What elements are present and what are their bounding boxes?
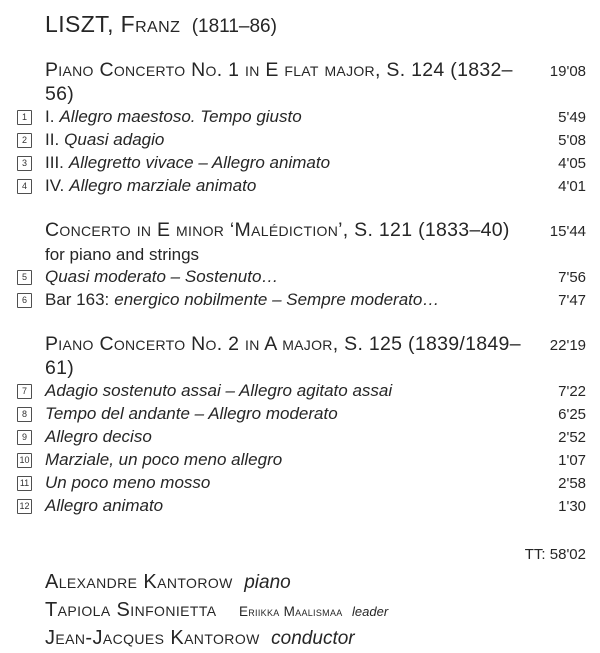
track-duration: 1'30: [558, 498, 586, 515]
track-title-prefix: I.: [45, 107, 55, 126]
track-duration: 7'47: [558, 292, 586, 309]
track-duration: 7'56: [558, 269, 586, 286]
track-number-box: 10: [17, 453, 32, 468]
total-time: TT: 58'02: [524, 546, 586, 563]
credit-row: [45, 569, 586, 597]
leader-role: leader: [352, 604, 389, 619]
track-number-box: 11: [17, 476, 32, 491]
track-duration: 2'58: [558, 475, 586, 492]
track-title-tempo: Marziale, un poco meno allegro: [45, 450, 283, 469]
track-title-tempo: Tempo del andante – Allegro moderato: [45, 404, 338, 423]
track-duration: 7'22: [558, 383, 586, 400]
track-number-box: 5: [17, 270, 32, 285]
track-number-box: 2: [17, 133, 32, 148]
track-list: [0, 380, 600, 518]
track-title-tempo: Quasi adagio: [64, 130, 165, 149]
track-duration: 5'49: [558, 109, 586, 126]
track-title-prefix: IV.: [45, 176, 65, 195]
track-list: [0, 106, 600, 198]
credits-block: [0, 569, 600, 653]
track-row: [0, 449, 600, 472]
track-title: [45, 266, 548, 288]
work-header: [0, 58, 600, 106]
track-title: [45, 426, 548, 448]
track-title-tempo: Adagio sostenuto assai – Allegro agitato assai: [45, 381, 393, 400]
track-list: [0, 266, 600, 312]
track-number-box: 12: [17, 499, 32, 514]
composer-name: LISZT, Franz: [45, 11, 181, 37]
work-title: Piano Concerto No. 1 in E flat major, S. 124 (1832–56): [45, 59, 513, 105]
track-row: [0, 403, 600, 426]
track-duration: 4'01: [558, 178, 586, 195]
track-title: [45, 152, 548, 174]
work-title: Concerto in E minor ‘Malédiction’, S. 121 (1833–40): [45, 219, 510, 241]
total-time-row: [0, 544, 600, 566]
work-duration: 15'44: [549, 223, 586, 240]
track-title-prefix: III.: [45, 153, 64, 172]
work-header: [0, 218, 600, 244]
track-title: [45, 289, 548, 311]
track-title: [45, 495, 548, 517]
track-duration: 6'25: [558, 406, 586, 423]
track-title-tempo: energico nobilmente – Sempre moderato…: [114, 290, 440, 309]
track-row: [0, 152, 600, 175]
track-title-tempo: Quasi moderato – Sostenuto…: [45, 267, 279, 286]
credit-row: [45, 597, 586, 625]
works-list: [0, 58, 600, 518]
work-header: [0, 332, 600, 380]
track-number-box: 4: [17, 179, 32, 194]
composer-heading: [0, 10, 600, 42]
credit-row: [45, 625, 586, 653]
track-title: [45, 175, 548, 197]
track-row: [0, 289, 600, 312]
track-title-tempo: Allegro deciso: [45, 427, 152, 446]
track-row: [0, 106, 600, 129]
track-row: [0, 129, 600, 152]
work-section: [0, 218, 600, 312]
track-duration: 2'52: [558, 429, 586, 446]
track-title-tempo: Allegro marziale animato: [69, 176, 257, 195]
credit-name: Tapiola Sinfonietta: [45, 599, 217, 621]
track-row: [0, 472, 600, 495]
track-number-box: 7: [17, 384, 32, 399]
work-title: Piano Concerto No. 2 in A major, S. 125 (1839/1849–61): [45, 333, 521, 379]
track-title-prefix: Bar 163:: [45, 290, 110, 309]
track-title: [45, 472, 548, 494]
track-title: [45, 129, 548, 151]
track-title-prefix: II.: [45, 130, 60, 149]
track-number-box: 1: [17, 110, 32, 125]
work-subtitle: for piano and strings: [45, 245, 200, 264]
track-title: [45, 380, 548, 402]
track-row: [0, 266, 600, 289]
track-duration: 1'07: [558, 452, 586, 469]
leader-name: Eriikka Maalismaa: [238, 604, 343, 619]
track-title: [45, 403, 548, 425]
track-title-tempo: Allegro animato: [45, 496, 164, 515]
track-duration: 4'05: [558, 155, 586, 172]
credit-role: piano: [244, 572, 291, 593]
track-row: [0, 426, 600, 449]
track-number-box: 9: [17, 430, 32, 445]
work-duration: 22'19: [549, 337, 586, 354]
work-duration: 19'08: [549, 63, 586, 80]
track-title-tempo: Allegretto vivace – Allegro animato: [68, 153, 331, 172]
track-row: [0, 380, 600, 403]
track-number-box: 6: [17, 293, 32, 308]
track-title: [45, 106, 548, 128]
work-section: [0, 332, 600, 518]
track-row: [0, 495, 600, 518]
track-row: [0, 175, 600, 198]
track-title-tempo: Allegro maestoso. Tempo giusto: [59, 107, 302, 126]
credit-name: Alexandre Kantorow: [45, 571, 233, 593]
credit-role: conductor: [271, 628, 355, 649]
track-number-box: 8: [17, 407, 32, 422]
track-duration: 5'08: [558, 132, 586, 149]
composer-dates: (1811–86): [191, 16, 277, 37]
track-title: [45, 449, 548, 471]
credit-name: Jean-Jacques Kantorow: [45, 627, 260, 649]
track-number-box: 3: [17, 156, 32, 171]
track-title-tempo: Un poco meno mosso: [45, 473, 211, 492]
work-section: [0, 58, 600, 198]
